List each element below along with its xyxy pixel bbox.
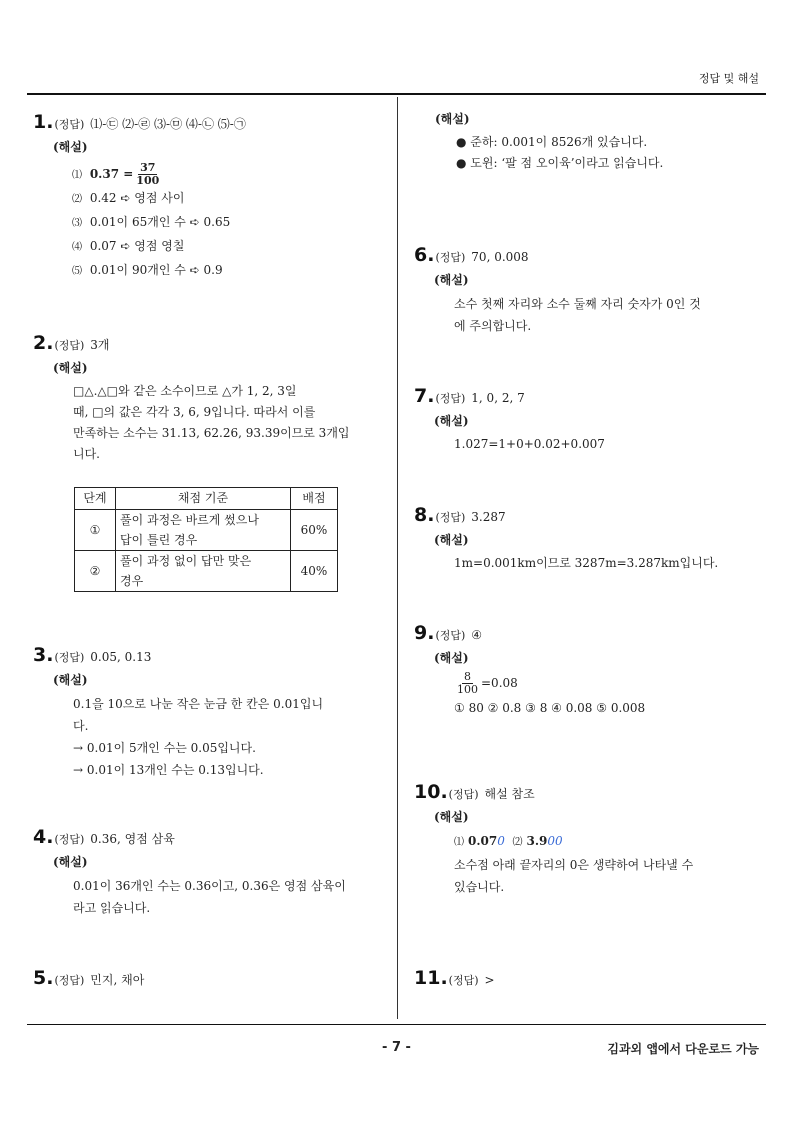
question-number: 11. bbox=[414, 967, 448, 989]
question-10 bbox=[414, 782, 754, 898]
explanation-label: (해설) bbox=[434, 273, 469, 287]
question-number: 5. bbox=[33, 967, 54, 989]
question-7 bbox=[414, 386, 754, 455]
question-5-explanation bbox=[415, 107, 755, 174]
answer-label: (정답) bbox=[435, 392, 466, 405]
question-6 bbox=[414, 245, 754, 337]
table-header: 채점 기준 bbox=[116, 488, 291, 510]
question-number: 9. bbox=[414, 622, 435, 644]
answer-text: 민지, 채아 bbox=[90, 973, 145, 987]
explanation-label: (해설) bbox=[53, 361, 88, 375]
column-divider bbox=[397, 97, 398, 1019]
explanation-line: ⑵ 0.42 ➪ 영점 사이 bbox=[72, 191, 185, 205]
question-number: 4. bbox=[33, 826, 54, 848]
answer-label: (정답) bbox=[54, 339, 85, 352]
answer-label: (정답) bbox=[54, 833, 85, 846]
answer-text: 해설 참조 bbox=[484, 787, 535, 801]
question-number: 7. bbox=[414, 385, 435, 407]
answer-text: 70, 0.008 bbox=[471, 250, 529, 264]
explanation-line: ⑷ 0.07 ➪ 영점 영칠 bbox=[72, 239, 185, 253]
question-3 bbox=[33, 645, 373, 781]
page-number: - 7 - bbox=[382, 1040, 411, 1055]
answer-label: (정답) bbox=[54, 974, 85, 987]
answer-text: ④ bbox=[471, 628, 483, 642]
answer-text: 0.05, 0.13 bbox=[90, 650, 152, 664]
answer-label: (정답) bbox=[435, 251, 466, 264]
explanation-label: (해설) bbox=[435, 112, 470, 126]
footer-note: 김과외 앱에서 다운로드 가능 bbox=[607, 1042, 759, 1056]
explanation-line: 에 주의합니다. bbox=[454, 319, 532, 333]
explanation-line: 있습니다. bbox=[454, 880, 505, 894]
answer-label: (정답) bbox=[54, 118, 85, 131]
answer-label: (정답) bbox=[435, 629, 466, 642]
table-header: 배점 bbox=[291, 488, 338, 510]
explanation-line: 0.1을 10으로 나눈 작은 눈금 한 칸은 0.01입니 bbox=[73, 697, 324, 711]
bullet-item: ● 도윈: ‘팔 점 오이육’이라고 읽습니다. bbox=[456, 156, 664, 170]
explanation-line: 0.01이 36개인 수는 0.36이고, 0.36은 영점 삼육이 bbox=[73, 879, 346, 893]
answer-text: > bbox=[484, 973, 495, 987]
question-number: 3. bbox=[33, 644, 54, 666]
footer-rule bbox=[27, 1024, 766, 1025]
explanation-label: (해설) bbox=[434, 414, 469, 428]
question-8 bbox=[414, 505, 754, 574]
explanation-line: → 0.01이 13개인 수는 0.13입니다. bbox=[73, 763, 264, 777]
question-2 bbox=[33, 333, 373, 592]
explanation-line: 다. bbox=[73, 719, 89, 733]
page-header-title: 정답 및 해설 bbox=[698, 72, 759, 85]
explanation-label: (해설) bbox=[53, 140, 88, 154]
bullet-item: ● 준하: 0.001이 8526개 있습니다. bbox=[456, 135, 648, 149]
explanation-line: $\frac{8}{100}$ =0.08 bbox=[457, 670, 518, 696]
question-number: 8. bbox=[414, 504, 435, 526]
explanation-line: 니다. bbox=[73, 447, 100, 461]
question-number: 6. bbox=[414, 244, 435, 266]
explanation-line: 때, □의 값은 각각 3, 6, 9입니다. 따라서 이를 bbox=[73, 405, 316, 419]
question-9 bbox=[414, 623, 754, 720]
question-number: 2. bbox=[33, 332, 54, 354]
explanation-line: ⑸ 0.01이 90개인 수 ➪ 0.9 bbox=[72, 263, 223, 277]
question-1 bbox=[33, 112, 373, 283]
answer-text: 0.36, 영점 삼육 bbox=[90, 832, 175, 846]
answer-label: (정답) bbox=[435, 511, 466, 524]
question-11 bbox=[414, 968, 754, 991]
explanation-line: 1m=0.001km이므로 3287m=3.287km입니다. bbox=[454, 556, 719, 570]
question-5 bbox=[33, 968, 373, 991]
explanation-line: 1.027=1+0+0.02+0.007 bbox=[454, 437, 605, 451]
answer-label: (정답) bbox=[448, 788, 479, 801]
explanation-line: 소수 첫째 자리와 소수 둘째 자리 숫자가 0인 것 bbox=[454, 297, 701, 311]
explanation-label: (해설) bbox=[53, 673, 88, 687]
explanation-line: 만족하는 소수는 31.13, 62.26, 93.39이므로 3개입 bbox=[73, 426, 350, 440]
question-4 bbox=[33, 827, 373, 919]
header-rule bbox=[27, 93, 766, 95]
explanation-line: 소수점 아래 끝자리의 0은 생략하여 나타낼 수 bbox=[454, 858, 694, 872]
answer-text: 3개 bbox=[90, 338, 110, 352]
explanation-line: 라고 읽습니다. bbox=[73, 901, 151, 915]
explanation-label: (해설) bbox=[434, 651, 469, 665]
grading-table bbox=[74, 487, 338, 592]
table-header: 단계 bbox=[75, 488, 116, 510]
question-number: 10. bbox=[414, 781, 448, 803]
explanation-label: (해설) bbox=[53, 855, 88, 869]
explanation-line: ⑴ 0.070 ⑵ 3.900 bbox=[454, 834, 563, 848]
answer-label: (정답) bbox=[54, 651, 85, 664]
answer-text: 1, 0, 2, 7 bbox=[471, 391, 525, 405]
explanation-line: → 0.01이 5개인 수는 0.05입니다. bbox=[73, 741, 256, 755]
table-row: ② 풀이 과정 없이 답만 맞은 경우 40% bbox=[75, 551, 338, 592]
explanation-line: ⑴ 0.37 = $\frac{37}{100}$ bbox=[72, 161, 160, 187]
table-row: ① 풀이 과정은 바르게 썼으나 답이 틀린 경우 60% bbox=[75, 510, 338, 551]
answer-text: 3.287 bbox=[471, 510, 506, 524]
explanation-line: ⑶ 0.01이 65개인 수 ➪ 0.65 bbox=[72, 215, 231, 229]
explanation-line: □△.△□와 같은 소수이므로 △가 1, 2, 3일 bbox=[73, 384, 297, 398]
explanation-label: (해설) bbox=[434, 810, 469, 824]
answer-text: ⑴-㉢ ⑵-㉣ ⑶-㉤ ⑷-㉡ ⑸-㉠ bbox=[90, 117, 246, 131]
answer-label: (정답) bbox=[448, 974, 479, 987]
explanation-label: (해설) bbox=[434, 533, 469, 547]
question-number: 1. bbox=[33, 111, 54, 133]
explanation-line: ① 80 ② 0.8 ③ 8 ④ 0.08 ⑤ 0.008 bbox=[454, 701, 646, 715]
